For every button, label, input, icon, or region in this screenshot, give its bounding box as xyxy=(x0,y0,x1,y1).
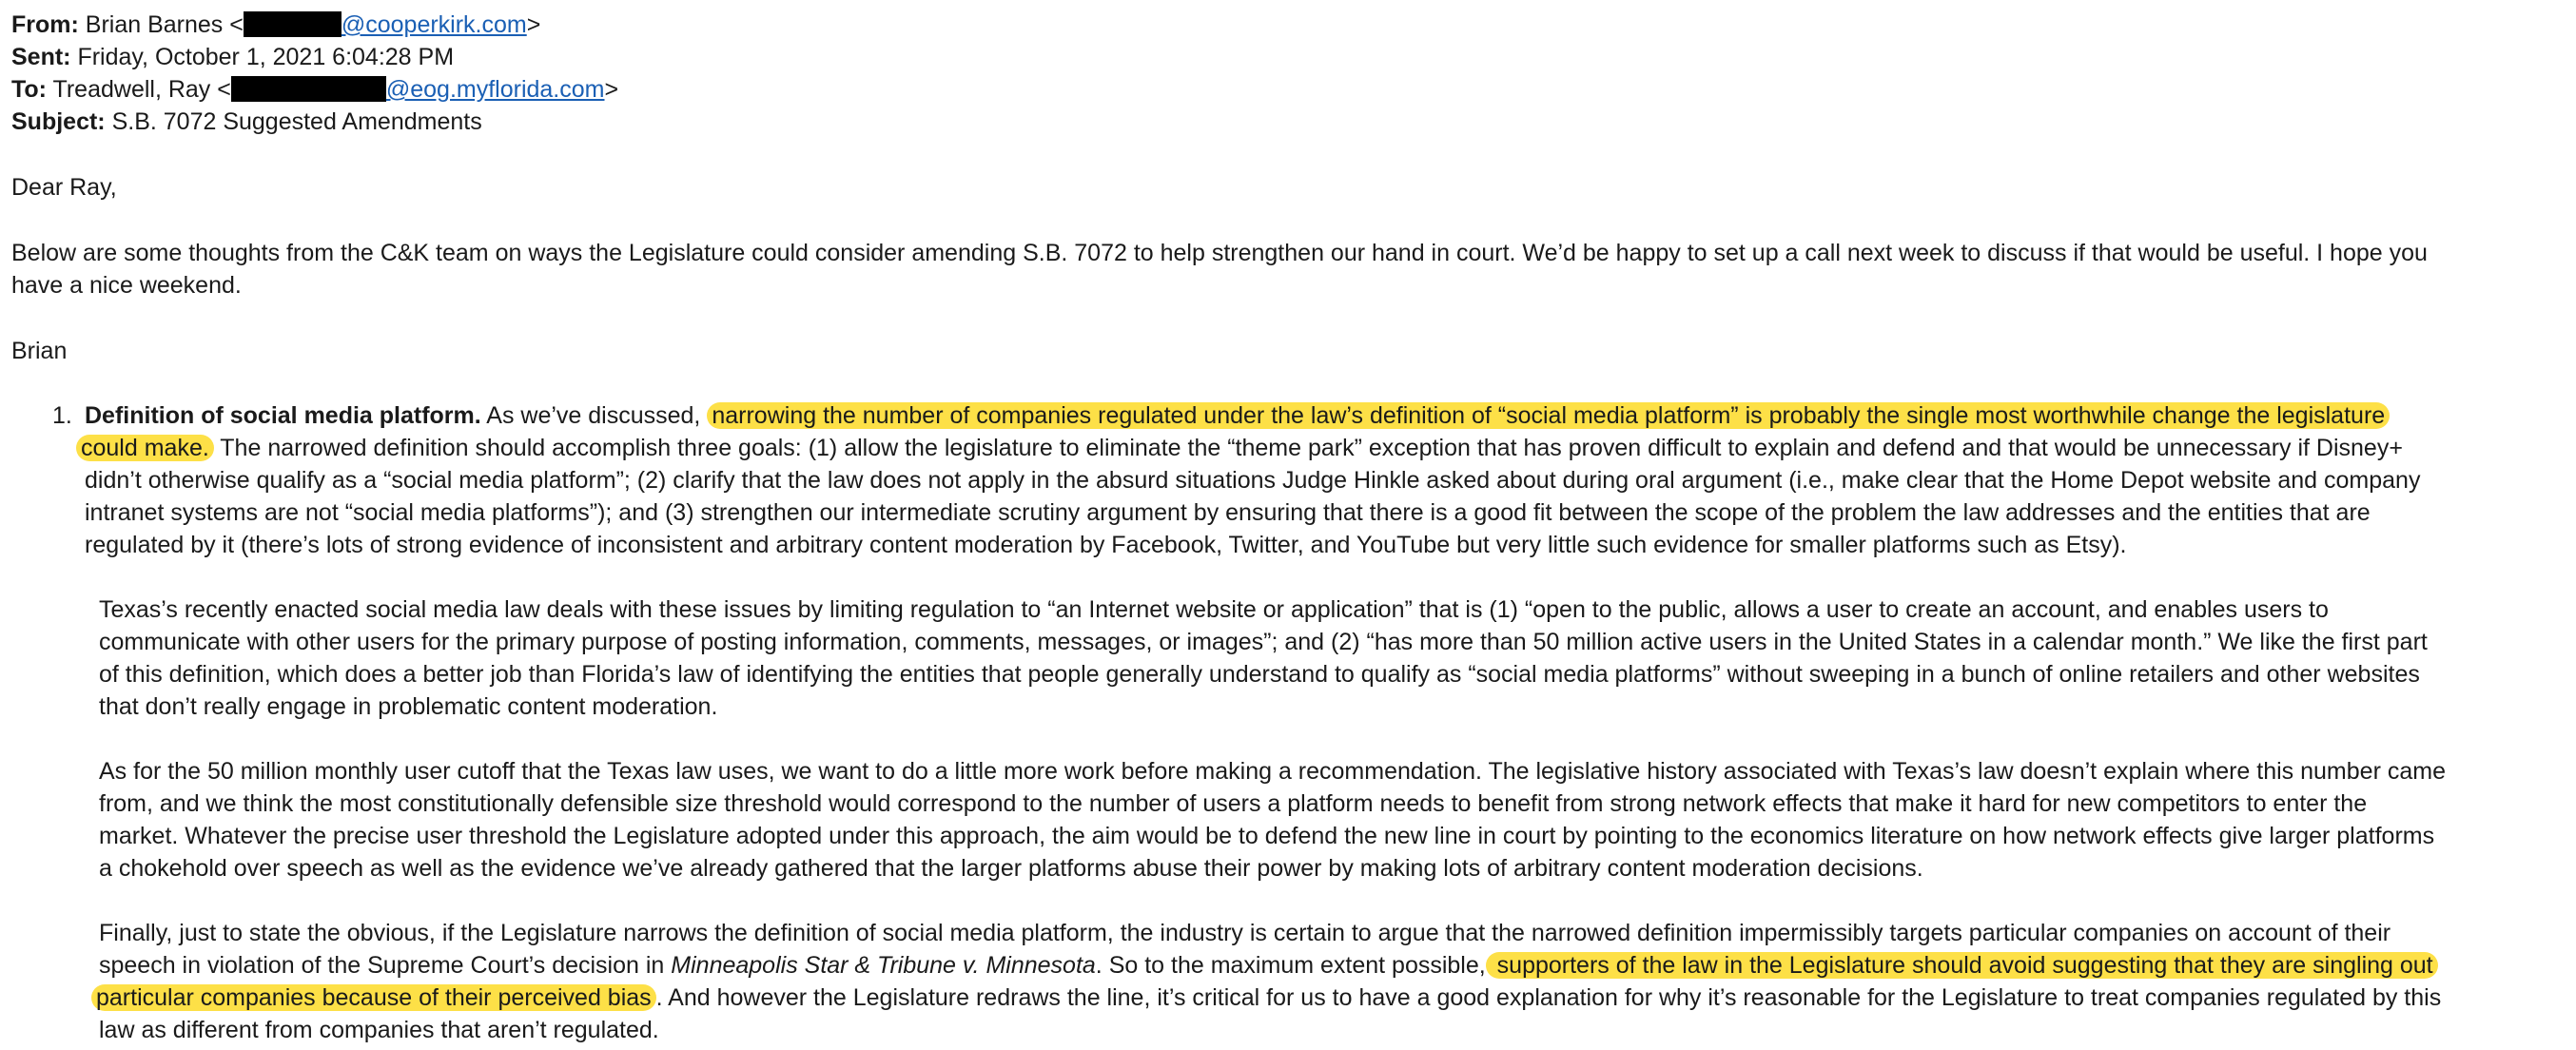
item1-title: Definition of social media platform. xyxy=(85,402,481,429)
item1-line-5: regulated by it (there’s lots of strong evidence of inconsistent and arbitrary content moderation by Facebook, Twitter, and YouTube but very little such evidence for smaller platforms such as Etsy). xyxy=(85,532,2127,558)
redaction-bar xyxy=(231,76,386,102)
finally-text: . And however the Legislature redraws the line, it’s critical for us to have a good explanation for why it’s reasonable for the Legislature to treat companies regulated by this xyxy=(655,984,2442,1011)
to-email-link[interactable]: @eog.myflorida.com xyxy=(385,76,605,103)
to-name: Treadwell, Ray < xyxy=(52,76,231,103)
cutoff-line-3: market. Whatever the precise user threshold the Legislature adopted under this approach, the aim would be to defend the new line in court by pointing to the economics literature on how network effects give larger platforms xyxy=(99,823,2435,849)
sent-value: Friday, October 1, 2021 6:04:28 PM xyxy=(77,44,455,70)
greeting: Dear Ray, xyxy=(11,174,117,201)
from-close: > xyxy=(526,11,541,38)
sent-line xyxy=(11,41,454,73)
from-label: From: xyxy=(11,11,79,38)
subject-label: Subject: xyxy=(11,108,106,135)
subject-value: S.B. 7072 Suggested Amendments xyxy=(111,108,482,135)
highlight: particular companies because of their perceived bias xyxy=(91,984,656,1011)
item1-line-3: didn’t otherwise qualify as a “social media platform”; (2) clarify that the law does not apply in the absurd situations Judge Hinkle asked about during oral argument (i.e., make clear that the Home Depot website and company xyxy=(85,467,2421,494)
item1-line-4: intranet systems are not “social media platforms”); and (3) strengthen our intermediate scrutiny argument by ensuring that there is a good fit between the scope of the problem the law addresses and the entities that are xyxy=(85,499,2371,526)
to-label: To: xyxy=(11,76,48,103)
finally-line-4: law as different from companies that aren’t regulated. xyxy=(99,1017,659,1043)
finally-text: . So to the maximum extent possible, xyxy=(1095,952,1486,979)
texas-line-1: Texas’s recently enacted social media law deals with these issues by limiting regulation to “an Internet website or application” that is (1) “open to the public, allows a user to create an account, and enables users to xyxy=(99,596,2329,623)
signoff: Brian xyxy=(11,338,68,364)
highlight: narrowing the number of companies regulated under the law’s definition of “social media platform” is probably the single most worthwhile change the legislature xyxy=(707,402,2390,429)
cutoff-line-2: from, and we think the most constitutionally defensible size threshold would correspond to the number of users a platform needs to benefit from strong network effects that make it hard for new competitors to enter the xyxy=(99,790,2368,817)
texas-line-2: communicate with other users for the primary purpose of posting information, comments, messages, or images”; and (2) “has more than 50 million active users in the United States in a calendar month.” We like the first part xyxy=(99,629,2428,655)
highlight: supporters of the law in the Legislature should avoid suggesting that they are singling out xyxy=(1486,952,2438,979)
intro-line-1: Below are some thoughts from the C&K team on ways the Legislature could consider amending S.B. 7072 to help strengthen our hand in court. We’d be happy to set up a call next week to discuss if that would be useful. I hope you xyxy=(11,240,2428,266)
finally-line-2 xyxy=(99,949,2438,982)
finally-text: speech in violation of the Supreme Court’s decision in xyxy=(99,952,672,979)
to-close: > xyxy=(604,76,619,103)
to-line xyxy=(11,73,618,106)
texas-line-4: that don’t really engage in problematic content moderation. xyxy=(99,693,718,720)
list-number: 1. xyxy=(52,402,72,429)
intro-line-2: have a nice weekend. xyxy=(11,272,242,299)
from-email-link[interactable]: @cooperkirk.com xyxy=(341,11,527,38)
from-line xyxy=(11,9,540,41)
subject-line xyxy=(11,106,482,138)
item1-line-2 xyxy=(76,432,2403,464)
item1-text: As we’ve discussed, xyxy=(480,402,708,429)
finally-line-1: Finally, just to state the obvious, if the Legislature narrows the definition of social media platform, the industry is certain to argue that the narrowed definition impermissibly targets particular companies on account of their xyxy=(99,920,2391,946)
texas-line-3: of this definition, which does a better job than Florida’s law of identifying the entities that people generally understand to qualify as “social media platforms” without sweeping in a bunch of online retailers and other websites xyxy=(99,661,2420,688)
item1-line-1 xyxy=(85,399,2390,432)
finally-line-3 xyxy=(91,982,2441,1014)
sent-label: Sent: xyxy=(11,44,71,70)
cutoff-line-1: As for the 50 million monthly user cutoff that the Texas law uses, we want to do a little more work before making a recommendation. The legislative history associated with Texas’s law doesn’t explain where this number came xyxy=(99,758,2446,785)
case-citation: Minneapolis Star & Tribune v. Minnesota xyxy=(671,952,1096,979)
redaction-bar xyxy=(244,11,342,37)
cutoff-line-4: a chokehold over speech as well as the evidence we’ve already gathered that the larger platforms abuse their power by making lots of arbitrary content moderation decisions. xyxy=(99,855,1923,882)
from-name: Brian Barnes < xyxy=(85,11,244,38)
highlight: could make. xyxy=(76,435,214,461)
item1-text: The narrowed definition should accomplish three goals: (1) allow the legislature to eliminate the “theme park” exception that has proven difficult to explain and defend and that would be unnecessary if Disney+ xyxy=(213,435,2403,461)
